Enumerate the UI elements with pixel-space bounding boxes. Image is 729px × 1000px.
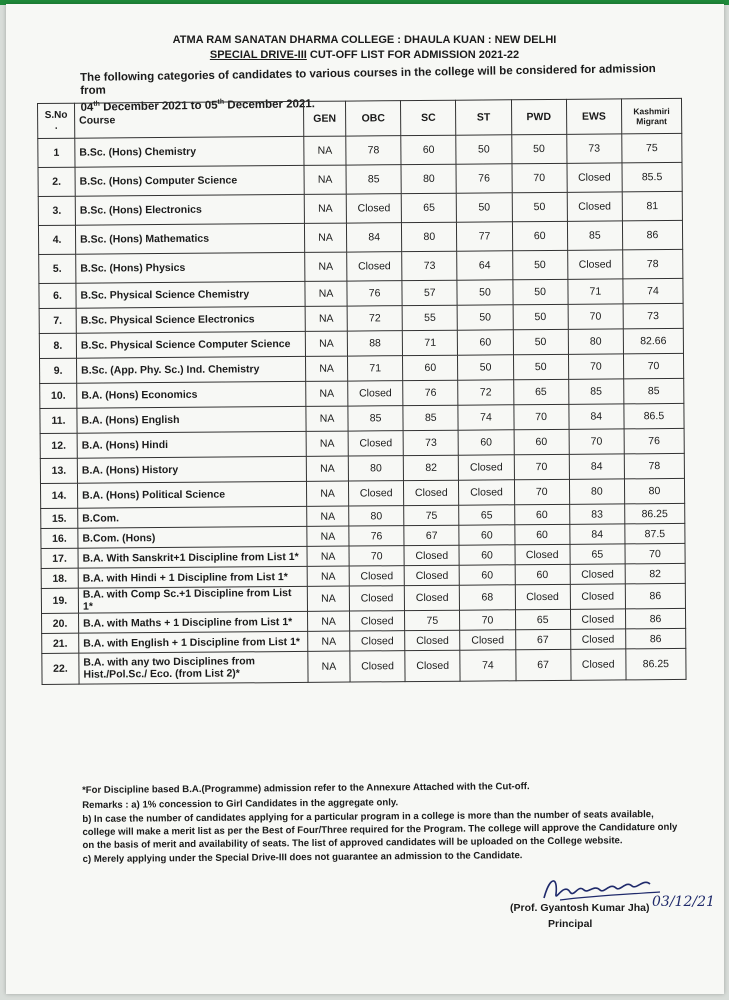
note-remark-c: c) Merely applying under the Special Drive-III does not guarantee an admission to the Candidate. <box>82 850 523 865</box>
cell-km: 86.25 <box>625 503 685 523</box>
cell-obc: Closed <box>348 381 403 406</box>
cell-obc: 80 <box>349 506 404 526</box>
cell-gen: NA <box>307 566 349 586</box>
cell-ews: Closed <box>570 609 625 629</box>
cell-ews: 84 <box>569 404 624 429</box>
cell-st: 70 <box>460 610 515 630</box>
row-sno: 14. <box>40 483 77 508</box>
cell-km: 73 <box>623 303 683 328</box>
cell-ews: Closed <box>567 163 622 192</box>
cell-ews: 70 <box>568 304 623 329</box>
cell-pwd: Closed <box>515 544 570 564</box>
row-sno: 13. <box>40 458 77 483</box>
row-course: B.Com. (Hons) <box>78 526 307 548</box>
table-body <box>38 133 686 684</box>
cell-sc: 71 <box>403 330 458 355</box>
cell-km: 82.66 <box>623 328 683 353</box>
cell-gen: NA <box>305 306 347 331</box>
cell-sc: 75 <box>405 610 460 630</box>
header-gen: GEN <box>303 101 345 136</box>
cell-gen: NA <box>306 456 348 481</box>
cell-km: 82 <box>625 563 685 583</box>
notes-section <box>82 779 683 867</box>
cell-sc: Closed <box>405 650 460 681</box>
cell-gen: NA <box>308 651 350 682</box>
cell-pwd: 67 <box>515 649 570 680</box>
cell-ews: 84 <box>569 454 624 479</box>
cell-obc: Closed <box>349 566 404 586</box>
cell-ews: Closed <box>571 649 626 680</box>
signature-date: 03/12/21 <box>652 894 715 910</box>
cell-km: 86.5 <box>624 403 684 428</box>
cell-gen: NA <box>305 331 347 356</box>
cell-ews: 84 <box>570 524 625 544</box>
cell-sc: 76 <box>403 380 458 405</box>
list-title-text: CUT-OFF LIST FOR ADMISSION 2021-22 <box>309 49 520 61</box>
cell-st: 60 <box>460 565 515 585</box>
cell-km: 75 <box>622 133 682 162</box>
table-header-row <box>38 98 682 138</box>
cell-obc: Closed <box>347 252 402 281</box>
cell-st: 60 <box>458 330 513 355</box>
cell-st: 76 <box>456 164 511 193</box>
cell-km: 81 <box>622 191 682 220</box>
cell-gen: NA <box>307 506 349 526</box>
cell-ews: 70 <box>568 354 623 379</box>
header-kashmiri-migrant: Kashmiri Migrant <box>621 98 681 133</box>
cell-st: 64 <box>457 251 512 280</box>
cell-gen: NA <box>308 611 350 631</box>
row-sno: 10. <box>40 383 77 408</box>
row-sno: 4. <box>38 225 75 254</box>
cell-st: 50 <box>457 193 512 222</box>
cell-gen: NA <box>304 136 346 165</box>
cell-pwd: 65 <box>515 609 570 629</box>
row-course: B.A. (Hons) English <box>77 406 306 433</box>
cell-gen: NA <box>305 281 347 306</box>
cell-ews: 70 <box>569 429 624 454</box>
cell-pwd: 70 <box>513 404 568 429</box>
cell-sc: 65 <box>401 193 456 222</box>
row-sno: 12. <box>40 433 77 458</box>
row-sno: 1 <box>38 138 75 167</box>
cell-obc: 71 <box>348 356 403 381</box>
header-sno: S.No . <box>38 103 75 138</box>
cell-gen: NA <box>305 252 347 281</box>
row-course: B.Sc. Physical Science Computer Science <box>76 331 305 358</box>
row-course: B.A. with Maths + 1 Discipline from List 1* <box>79 611 308 633</box>
row-course: B.Sc. (Hons) Electronics <box>75 194 304 225</box>
cell-sc: 85 <box>403 405 458 430</box>
cutoff-table-wrapper <box>37 98 687 685</box>
cell-pwd: 60 <box>512 221 567 250</box>
intro-sup-1: th <box>93 100 100 108</box>
cell-pwd: 50 <box>511 134 566 163</box>
cell-pwd: 65 <box>513 379 568 404</box>
cell-gen: NA <box>305 356 347 381</box>
row-course: B.A. (Hons) Hindi <box>77 431 306 458</box>
cell-gen: NA <box>306 431 348 456</box>
row-sno: 11. <box>40 408 77 433</box>
row-sno: 7. <box>39 308 76 333</box>
cell-obc: 85 <box>346 165 401 194</box>
cell-pwd: 50 <box>512 250 567 279</box>
list-title <box>0 49 729 61</box>
cell-obc: 88 <box>347 331 402 356</box>
cell-st: 77 <box>457 222 512 251</box>
cell-obc: Closed <box>349 586 404 611</box>
row-course: B.A. with English + 1 Discipline from List 1* <box>79 631 308 653</box>
intro-line-1: The following categories of candidates to various courses in the college will be considered for admission from <box>80 62 656 97</box>
row-sno: 2. <box>38 167 75 196</box>
cell-gen: NA <box>306 381 348 406</box>
cell-ews: Closed <box>567 192 622 221</box>
cell-pwd: 60 <box>515 564 570 584</box>
row-course: B.A. (Hons) History <box>77 456 306 483</box>
cell-obc: Closed <box>348 431 403 456</box>
cell-km: 86 <box>625 608 685 628</box>
row-sno: 21. <box>42 633 79 653</box>
row-course: B.Sc. (Hons) Physics <box>76 252 305 283</box>
cell-gen: NA <box>304 194 346 223</box>
note-remark-b: b) In case the number of candidates applying for a particular program in a college is more than the number of seats available, college will make a merit list as per the Best of Four/Three required for the Program. The college will approve the Candidature only on the basis of merit and availability of seats. The list of approved candidates will be uploaded on the College website. <box>82 809 678 851</box>
cell-st: 50 <box>457 305 512 330</box>
cell-obc: 76 <box>349 526 404 546</box>
cell-obc: Closed <box>346 194 401 223</box>
cell-ews: Closed <box>570 584 625 609</box>
cell-pwd: 50 <box>513 354 568 379</box>
cell-pwd: 70 <box>512 163 567 192</box>
cell-sc: 75 <box>404 505 459 525</box>
cell-km: 86 <box>625 583 685 608</box>
signature-scribble <box>540 872 670 906</box>
cell-km: 85 <box>624 378 684 403</box>
cell-sc: 73 <box>403 430 458 455</box>
cell-gen: NA <box>306 481 348 506</box>
cell-sc: 67 <box>404 525 459 545</box>
cell-sc: 60 <box>401 135 456 164</box>
cell-pwd: 50 <box>512 192 567 221</box>
cell-gen: NA <box>304 223 346 252</box>
cell-ews: 83 <box>569 504 624 524</box>
cell-ews: Closed <box>570 564 625 584</box>
cell-ews: Closed <box>570 629 625 649</box>
row-course: B.A. With Sanskrit+1 Discipline from List 1* <box>78 546 307 568</box>
cell-obc: 78 <box>346 136 401 165</box>
cell-km: 86 <box>622 220 682 249</box>
cell-obc: 76 <box>347 281 402 306</box>
signatory-title: Principal <box>548 918 593 930</box>
cell-obc: 84 <box>346 223 401 252</box>
row-sno: 20. <box>42 613 79 633</box>
cell-sc: 60 <box>403 355 458 380</box>
cell-obc: Closed <box>349 481 404 506</box>
row-course: B.Sc. (Hons) Mathematics <box>75 223 304 254</box>
cell-ews: 65 <box>570 544 625 564</box>
cell-sc: 55 <box>402 305 457 330</box>
intro-sup-2: th <box>217 98 225 106</box>
cell-km: 76 <box>624 428 684 453</box>
row-course: B.Sc. Physical Science Chemistry <box>76 281 305 308</box>
cell-obc: Closed <box>350 631 405 651</box>
header-sc: SC <box>401 100 456 135</box>
college-title: ATMA RAM SANATAN DHARMA COLLEGE : DHAULA KUAN : NEW DELHI <box>172 34 557 46</box>
intro-date-1: 04 <box>80 101 94 114</box>
intro-mid: December 2021 to 05 <box>99 99 218 114</box>
cell-st: 50 <box>457 280 512 305</box>
cell-sc: Closed <box>405 585 460 610</box>
row-sno: 17. <box>41 548 78 568</box>
cell-ews: 85 <box>567 221 622 250</box>
cell-sc: Closed <box>404 545 459 565</box>
cell-st: 60 <box>459 545 514 565</box>
cell-st: 60 <box>458 430 513 455</box>
row-sno: 18. <box>41 568 78 588</box>
cell-ews: Closed <box>567 250 622 279</box>
cell-ews: 71 <box>568 279 623 304</box>
cell-st: Closed <box>459 480 514 505</box>
header-obc: OBC <box>346 101 401 136</box>
cell-pwd: 67 <box>515 629 570 649</box>
row-sno: 8. <box>39 333 76 358</box>
cell-st: Closed <box>460 630 515 650</box>
cell-sc: Closed <box>404 480 459 505</box>
cell-pwd: 70 <box>514 479 569 504</box>
cell-st: 74 <box>458 405 513 430</box>
cell-km: 78 <box>624 453 684 478</box>
cell-pwd: 70 <box>514 454 569 479</box>
cell-ews: 80 <box>569 479 624 504</box>
cell-ews: 80 <box>568 329 623 354</box>
cell-km: 85.5 <box>622 162 682 191</box>
header-ews: EWS <box>566 99 621 134</box>
intro-end: December 2021. <box>224 98 316 112</box>
table-row <box>42 648 686 684</box>
note-remarks-a: Remarks : a) 1% concession to Girl Candidates in the aggregate only. <box>82 797 399 811</box>
cell-obc: 72 <box>347 306 402 331</box>
cell-sc: 80 <box>402 222 457 251</box>
cell-st: 65 <box>459 505 514 525</box>
cutoff-table <box>37 98 687 685</box>
cell-km: 86 <box>626 628 686 648</box>
row-sno: 5. <box>39 254 76 283</box>
row-course: B.A. (Hons) Political Science <box>77 481 306 508</box>
header-st: ST <box>456 100 511 135</box>
row-sno: 19. <box>41 588 78 613</box>
cell-pwd: 50 <box>512 279 567 304</box>
cell-pwd: Closed <box>515 584 570 609</box>
row-sno: 15. <box>41 508 78 528</box>
cell-gen: NA <box>306 406 348 431</box>
cell-gen: NA <box>307 546 349 566</box>
cell-sc: 80 <box>401 164 456 193</box>
drive-label: SPECIAL DRIVE-III <box>209 49 307 61</box>
cell-obc: 80 <box>348 456 403 481</box>
cell-ews: 85 <box>568 379 623 404</box>
note-discipline: *For Discipline based B.A.(Programme) admission refer to the Annexure Attached with the Cut-off. <box>82 781 530 796</box>
cell-gen: NA <box>307 586 349 611</box>
cell-st: 74 <box>460 650 515 681</box>
cell-km: 86.25 <box>626 648 686 679</box>
row-course: B.Sc. (Hons) Chemistry <box>75 136 304 167</box>
row-sno: 22. <box>42 653 79 684</box>
cell-sc: 82 <box>403 455 458 480</box>
row-sno: 9. <box>40 358 77 383</box>
cell-gen: NA <box>304 165 346 194</box>
row-sno: 3. <box>38 196 75 225</box>
cell-gen: NA <box>308 631 350 651</box>
signature-block <box>510 872 715 942</box>
cell-sc: Closed <box>404 565 459 585</box>
row-course: B.Sc. (App. Phy. Sc.) Ind. Chemistry <box>77 356 306 383</box>
cell-st: 50 <box>458 355 513 380</box>
row-course: B.A. with Comp Sc.+1 Discipline from List 1* <box>78 586 307 613</box>
cell-sc: 57 <box>402 280 457 305</box>
cell-obc: Closed <box>350 611 405 631</box>
row-course: B.Sc. Physical Science Electronics <box>76 306 305 333</box>
cell-pwd: 60 <box>514 429 569 454</box>
header-course: Course <box>75 101 304 138</box>
cell-km: 70 <box>623 353 683 378</box>
cell-obc: 85 <box>348 406 403 431</box>
cell-pwd: 50 <box>513 304 568 329</box>
cell-st: 60 <box>459 525 514 545</box>
cell-st: Closed <box>459 455 514 480</box>
cell-st: 50 <box>456 135 511 164</box>
signatory-name: (Prof. Gyantosh Kumar Jha) <box>510 902 650 914</box>
cell-pwd: 60 <box>514 524 569 544</box>
cell-obc: Closed <box>350 651 405 682</box>
header-pwd: PWD <box>511 99 566 134</box>
row-sno: 6. <box>39 283 76 308</box>
row-sno: 16. <box>41 528 78 548</box>
cell-sc: Closed <box>405 630 460 650</box>
cell-km: 78 <box>623 249 683 278</box>
cell-km: 87.5 <box>625 523 685 543</box>
row-course: B.A. (Hons) Economics <box>77 381 306 408</box>
cell-obc: 70 <box>349 546 404 566</box>
cell-km: 74 <box>623 278 683 303</box>
cell-gen: NA <box>307 526 349 546</box>
row-course: B.A. with any two Disciplines from Hist./Pol.Sc./ Eco. (from List 2)* <box>79 651 308 684</box>
row-course: B.A. with Hindi + 1 Discipline from List 1* <box>78 566 307 588</box>
row-course: B.Sc. (Hons) Computer Science <box>75 165 304 196</box>
cell-km: 70 <box>625 543 685 563</box>
row-course: B.Com. <box>78 506 307 528</box>
cell-pwd: 50 <box>513 329 568 354</box>
cell-st: 72 <box>458 380 513 405</box>
cell-sc: 73 <box>402 251 457 280</box>
cell-st: 68 <box>460 585 515 610</box>
cell-ews: 73 <box>566 134 621 163</box>
cell-km: 80 <box>624 478 684 503</box>
cell-pwd: 60 <box>514 504 569 524</box>
